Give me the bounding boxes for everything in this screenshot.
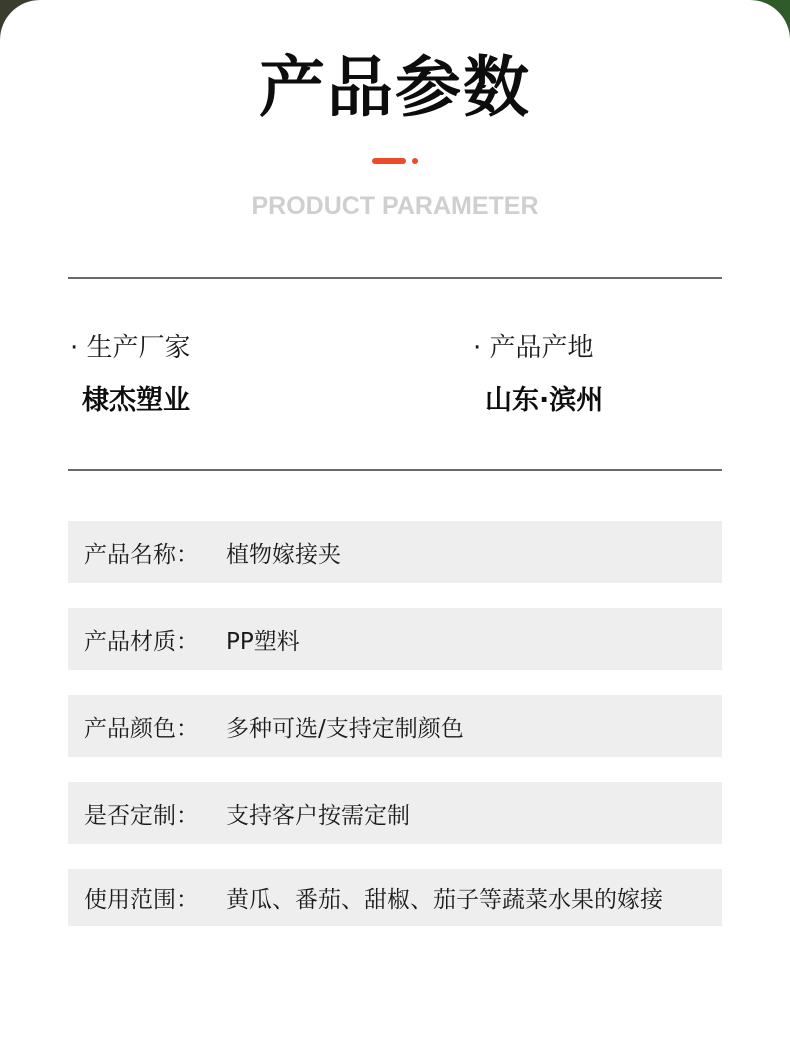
page-subtitle: PRODUCT PARAMETER (251, 192, 539, 220)
param-value: 黄瓜、番茄、甜椒、茄子等蔬菜水果的嫁接 (226, 887, 663, 913)
accent-dash (372, 158, 406, 164)
param-value: PP塑料 (226, 628, 300, 655)
param-label: 是否定制： (84, 802, 199, 829)
divider-top (68, 277, 722, 279)
param-row-color (68, 695, 722, 757)
param-value: 植物嫁接夹 (226, 541, 341, 568)
param-row-usage (68, 869, 722, 926)
manufacturer-value: 棣杰塑业 (82, 385, 190, 416)
manufacturer-block (70, 330, 191, 420)
divider-bottom (68, 469, 722, 471)
param-label: 产品材质： (84, 628, 199, 655)
parameter-table (68, 521, 722, 951)
origin-block (473, 330, 603, 420)
param-label: 产品颜色： (84, 715, 199, 742)
page-title (259, 48, 531, 128)
param-row-custom (68, 782, 722, 844)
param-value: 多种可选/支持定制颜色 (226, 715, 464, 742)
param-row-material (68, 608, 722, 670)
param-label: 使用范围： (84, 887, 199, 913)
origin-label: · 产品产地 (473, 333, 594, 363)
manufacturer-label: · 生产厂家 (70, 333, 191, 363)
accent-dot (412, 158, 418, 164)
param-label: 产品名称： (84, 541, 199, 568)
page-title-text: 产品参数 (259, 49, 531, 126)
param-row-name (68, 521, 722, 583)
origin-value: 山东·滨州 (485, 385, 604, 416)
title-section (0, 48, 790, 128)
param-value: 支持客户按需定制 (226, 802, 410, 829)
